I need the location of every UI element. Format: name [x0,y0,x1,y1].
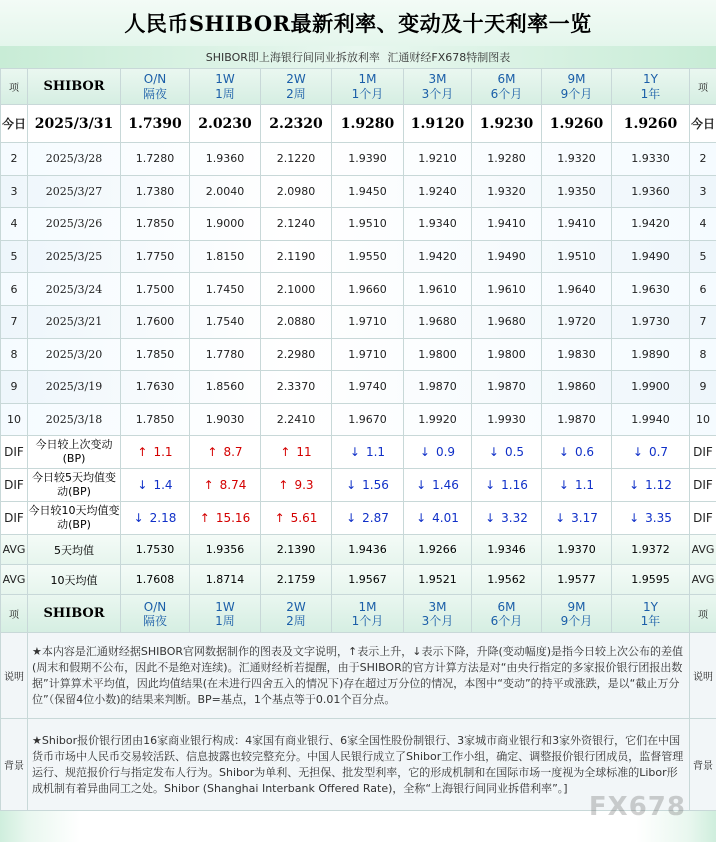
rate-cell: 2.0980 [261,175,332,208]
avg-cell: 1.9370 [542,535,612,565]
avg-cell: 1.7608 [121,565,190,595]
change-value: 3.32 [501,511,528,526]
change-value: 9.3 [294,478,314,493]
row-side-label: 10 [690,403,716,436]
rate-cell: 1.9680 [404,305,472,338]
history-row [1,143,716,176]
history-date: 2025/3/28 [28,143,121,176]
change-value: 5.61 [290,511,318,526]
change-cell [121,502,190,535]
change-value: 1.16 [501,478,528,493]
row-side-label: 10 [1,403,28,436]
column-code: 1Y [643,72,658,86]
row-side-label: DIF [1,469,28,502]
avg-label: 5天均值 [28,535,121,565]
history-date: 2025/3/20 [28,338,121,371]
row-side-label: 8 [1,338,28,371]
change-value: 2.18 [149,511,177,526]
history-row [1,305,716,338]
change-value: 11 [296,445,312,460]
side-header: 项 [690,69,716,105]
column-header [121,69,190,105]
row-side-label: AVG [690,535,716,565]
rate-cell: 1.7390 [121,105,190,143]
rate-cell: 1.7630 [121,371,190,404]
rate-cell: 1.9280 [332,105,404,143]
rate-cell: 1.9230 [472,105,542,143]
change-cell [542,436,612,469]
rate-cell: 1.9240 [404,175,472,208]
change-cell [472,502,542,535]
rate-cell: 1.9940 [612,403,690,436]
rate-cell: 1.7850 [121,403,190,436]
rate-cell: 1.9730 [612,305,690,338]
change-value: 1.4 [153,478,173,493]
up-arrow-icon: ↑ [274,511,285,526]
down-arrow-icon: ↓ [629,511,640,526]
rate-cell: 1.9610 [472,273,542,306]
change-cell [121,469,190,502]
change-value: 1.12 [645,478,672,493]
rate-cell: 1.9360 [612,175,690,208]
up-arrow-icon: ↑ [207,445,218,460]
rate-cell: 1.9870 [542,403,612,436]
avg-cell: 1.9562 [472,565,542,595]
avg-cell: 1.9372 [612,535,690,565]
history-date: 2025/3/24 [28,273,121,306]
rate-cell: 1.9350 [542,175,612,208]
rate-cell: 1.7540 [190,305,261,338]
change-cell [542,502,612,535]
rate-cell: 1.9640 [542,273,612,306]
avg-cell: 1.9346 [472,535,542,565]
history-date: 2025/3/25 [28,240,121,273]
column-code: 1M [358,72,377,86]
avg-cell: 1.7530 [121,535,190,565]
rate-cell: 1.9670 [332,403,404,436]
note-text: ★本内容是汇通财经据SHIBOR官网数据制作的图表及文字说明，↑表示上升，↓表示下降，升降(变动幅度)是指今日较上次公布的差值(周末和假期不公布，因此不是绝对连续)。汇通财经析若提醒，由于SHIBOR的官方计算方法是对“由央行指定的多家报价银行团报出数据”计算算术平均值，因此均值结果(在未进行四舍五入的情况下)存在超过万分位的情况，本图中“变动”的持平或涨跌，是以“截止万分位”（保留4位小数)的结果来判断。BP=基点，1个基点等于0.01个百分点。 [28,633,690,719]
column-name: 1周 [215,613,235,628]
change-cell [404,436,472,469]
column-code: 2W [286,72,306,86]
label-header: SHIBOR [28,69,121,105]
shibor-table [0,68,716,811]
row-side-label: 3 [690,175,716,208]
dif-label: 今日较5天均值变动(BP) [28,469,121,502]
note-row [1,633,716,719]
row-side-label: AVG [1,565,28,595]
avg-cell: 1.9521 [404,565,472,595]
page-title: 人民币SHIBOR最新利率、变动及十天利率一览 [0,0,716,46]
column-name: 1年 [640,87,661,101]
row-side-label: DIF [690,469,716,502]
header-row [1,69,716,105]
rate-cell: 2.2980 [261,338,332,371]
change-value: 3.17 [571,511,598,526]
down-arrow-icon: ↓ [629,478,640,493]
change-cell [472,436,542,469]
row-side-label: 7 [690,305,716,338]
column-header [612,595,690,633]
column-name: 6个月 [490,613,523,628]
up-arrow-icon: ↑ [137,445,148,460]
rate-cell: 1.9800 [472,338,542,371]
column-name: 2周 [286,613,306,628]
column-header [542,69,612,105]
rate-cell: 1.9830 [542,338,612,371]
row-side-label: 7 [1,305,28,338]
history-row [1,371,716,404]
change-cell [404,502,472,535]
change-cell [261,436,332,469]
change-value: 2.87 [362,511,389,526]
background-text: ★Shibor报价银行团由16家商业银行构成：4家国有商业银行、6家全国性股份制银行、3家城市商业银行和3家外资银行，它们在中国货币市场中人民币交易较活跃、信息披露也较完整充分。中国人民银行成立了Shibor工作小组，确定、调整报价银行团成员，监督管理运行、规范报价行与指定发布人行为。Shibor为单利、无担保、批发型利率，它的形成机制和在国际市场一度视为全球标准的Libor形成机制有着异曲同工之处。Shibor (Shanghai Interbank Offered Rate)，全称“上海银行间同业拆借利率”。] [28,719,690,811]
rate-cell: 1.7380 [121,175,190,208]
row-side-label: 今日 [1,105,28,143]
row-side-label: 8 [690,338,716,371]
column-name: 3个月 [421,613,454,628]
row-side-label: 今日 [690,105,716,143]
rate-cell: 1.9510 [542,240,612,273]
column-header [121,595,190,633]
column-header [332,595,404,633]
rate-cell: 1.9390 [332,143,404,176]
watermark-logo: FX678 [588,792,686,822]
column-code: 3M [428,599,447,614]
change-cell [332,436,404,469]
column-header [261,595,332,633]
history-row [1,208,716,241]
rate-cell: 2.1240 [261,208,332,241]
label-header: SHIBOR [28,595,121,633]
rate-cell: 1.9920 [404,403,472,436]
column-name: 2周 [286,87,306,101]
rate-cell: 1.9610 [404,273,472,306]
column-name: 1周 [215,87,235,101]
rate-cell: 1.9260 [542,105,612,143]
rate-cell: 1.9870 [404,371,472,404]
column-name: 隔夜 [142,87,167,101]
column-name: 1个月 [351,87,384,101]
column-header [612,69,690,105]
change-value: 0.9 [435,445,456,460]
column-name: 6个月 [490,87,523,101]
down-arrow-icon: ↓ [558,478,569,493]
rate-cell: 1.9320 [542,143,612,176]
row-side-label: 4 [690,208,716,241]
rate-cell: 1.9510 [332,208,404,241]
avg-cell: 1.9567 [332,565,404,595]
column-code: 9M [567,72,586,86]
row-side-label: DIF [690,502,716,535]
change-cell [190,502,261,535]
today-row [1,105,716,143]
rate-cell: 1.9710 [332,338,404,371]
history-row [1,338,716,371]
rate-cell: 1.9800 [404,338,472,371]
change-value: 0.6 [574,445,595,460]
column-name: 1个月 [351,613,384,628]
down-arrow-icon: ↓ [558,445,569,460]
rate-cell: 1.9490 [472,240,542,273]
column-code: 2W [286,599,306,614]
rate-cell: 1.9930 [472,403,542,436]
column-header [472,69,542,105]
rate-cell: 1.9720 [542,305,612,338]
rate-cell: 2.3370 [261,371,332,404]
change-cell [332,469,404,502]
row-side-label: 5 [1,240,28,273]
rate-cell: 1.9340 [404,208,472,241]
column-name: 1年 [640,613,661,628]
down-arrow-icon: ↓ [346,478,357,493]
up-arrow-icon: ↑ [203,478,214,493]
rate-cell: 1.9000 [190,208,261,241]
rate-cell: 1.9680 [472,305,542,338]
row-side-label: 3 [1,175,28,208]
down-arrow-icon: ↓ [416,478,427,493]
avg-row [1,535,716,565]
row-side-label: DIF [690,436,716,469]
avg-cell: 1.8714 [190,565,261,595]
change-cell [190,469,261,502]
rate-cell: 1.9710 [332,305,404,338]
row-side-label: 背景 [1,719,28,811]
change-cell [612,436,690,469]
down-arrow-icon: ↓ [349,445,360,460]
rate-cell: 1.8560 [190,371,261,404]
row-side-label: 背景 [690,719,716,811]
change-cell [472,469,542,502]
history-date: 2025/3/26 [28,208,121,241]
column-code: 3M [428,72,447,86]
rate-cell: 2.0880 [261,305,332,338]
down-arrow-icon: ↓ [485,511,496,526]
rate-cell: 1.8150 [190,240,261,273]
column-code: 1Y [643,599,658,614]
avg-row [1,565,716,595]
row-side-label: 5 [690,240,716,273]
rate-cell: 2.1220 [261,143,332,176]
side-header: 项 [1,595,28,633]
column-header [190,69,261,105]
column-header [542,595,612,633]
change-cell [261,469,332,502]
up-arrow-icon: ↑ [199,511,210,526]
down-arrow-icon: ↓ [419,445,430,460]
history-row [1,175,716,208]
column-name: 9个月 [560,87,593,101]
rate-cell: 1.9030 [190,403,261,436]
down-arrow-icon: ↓ [555,511,566,526]
change-cell [261,502,332,535]
side-header: 项 [1,69,28,105]
rate-cell: 2.2410 [261,403,332,436]
rate-cell: 1.7750 [121,240,190,273]
column-name: 隔夜 [142,613,167,628]
rate-cell: 1.9360 [190,143,261,176]
row-side-label: 说明 [1,633,28,719]
change-value: 8.7 [223,445,243,460]
dif-label: 今日较10天均值变动(BP) [28,502,121,535]
column-code: 1W [215,599,235,614]
row-side-label: DIF [1,502,28,535]
rate-cell: 1.9490 [612,240,690,273]
row-side-label: 9 [690,371,716,404]
avg-cell: 2.1390 [261,535,332,565]
avg-label: 10天均值 [28,565,121,595]
rate-cell: 1.9890 [612,338,690,371]
column-code: O/N [143,72,167,86]
rate-cell: 1.7780 [190,338,261,371]
down-arrow-icon: ↓ [133,511,144,526]
avg-cell: 1.9577 [542,565,612,595]
history-date: 2025/3/18 [28,403,121,436]
rate-cell: 1.9900 [612,371,690,404]
dif-row [1,502,716,535]
rate-cell: 1.7600 [121,305,190,338]
rate-cell: 1.9410 [542,208,612,241]
change-value: 1.46 [432,478,459,493]
change-cell [332,502,404,535]
column-header [404,595,472,633]
column-name: 3个月 [421,87,454,101]
row-side-label: 6 [690,273,716,306]
row-side-label: 2 [1,143,28,176]
rate-cell: 1.9260 [612,105,690,143]
history-date: 2025/3/21 [28,305,121,338]
column-code: 1W [215,72,235,86]
rate-cell: 1.7850 [121,208,190,241]
up-arrow-icon: ↑ [278,478,289,493]
rate-cell: 1.9550 [332,240,404,273]
change-cell [542,469,612,502]
rate-cell: 1.9420 [612,208,690,241]
change-value: 1.1 [153,445,173,460]
down-arrow-icon: ↓ [632,445,643,460]
change-cell [190,436,261,469]
column-code: 9M [567,599,586,614]
rate-cell: 1.9660 [332,273,404,306]
column-header [404,69,472,105]
row-side-label: 9 [1,371,28,404]
rate-cell: 1.9630 [612,273,690,306]
change-value: 1.1 [365,445,386,460]
rate-cell: 1.9330 [612,143,690,176]
row-side-label: DIF [1,436,28,469]
rate-cell: 1.9410 [472,208,542,241]
row-side-label: 说明 [690,633,716,719]
row-side-label: AVG [690,565,716,595]
column-code: O/N [143,599,167,614]
side-header: 项 [690,595,716,633]
row-side-label: AVG [1,535,28,565]
change-value: 3.35 [645,511,672,526]
dif-label: 今日较上次变动(BP) [28,436,121,469]
rate-cell: 1.9420 [404,240,472,273]
rate-cell: 1.9120 [404,105,472,143]
footer-header-row [1,595,716,633]
change-cell [121,436,190,469]
change-value: 0.7 [648,445,669,460]
history-date: 2025/3/27 [28,175,121,208]
rate-cell: 2.0230 [190,105,261,143]
dif-row [1,436,716,469]
column-code: 6M [497,72,516,86]
change-cell [404,469,472,502]
rate-cell: 1.7850 [121,338,190,371]
avg-cell: 1.9356 [190,535,261,565]
avg-cell: 1.9436 [332,535,404,565]
rate-cell: 1.9320 [472,175,542,208]
history-date: 2025/3/19 [28,371,121,404]
avg-cell: 1.9595 [612,565,690,595]
column-header [190,595,261,633]
avg-cell: 2.1759 [261,565,332,595]
down-arrow-icon: ↓ [416,511,427,526]
today-date: 2025/3/31 [28,105,121,143]
rate-cell: 1.7280 [121,143,190,176]
rate-cell: 2.0040 [190,175,261,208]
rate-cell: 1.7500 [121,273,190,306]
rate-cell: 1.9740 [332,371,404,404]
rate-cell: 1.9210 [404,143,472,176]
change-value: 4.01 [432,511,459,526]
column-header [472,595,542,633]
rate-cell: 1.9860 [542,371,612,404]
change-cell [612,502,690,535]
rate-cell: 1.9870 [472,371,542,404]
down-arrow-icon: ↓ [488,445,499,460]
change-value: 1.1 [574,478,595,493]
history-row [1,240,716,273]
rate-cell: 1.7450 [190,273,261,306]
dif-row [1,469,716,502]
row-side-label: 2 [690,143,716,176]
history-row [1,403,716,436]
up-arrow-icon: ↑ [280,445,291,460]
column-header [332,69,404,105]
page-subtitle: SHIBOR即上海银行间同业拆放利率 汇通财经FX678特制图表 [0,46,716,68]
change-value: 15.16 [215,511,251,526]
column-code: 6M [497,599,516,614]
down-arrow-icon: ↓ [485,478,496,493]
avg-cell: 1.9266 [404,535,472,565]
row-side-label: 6 [1,273,28,306]
row-side-label: 4 [1,208,28,241]
rate-cell: 1.9450 [332,175,404,208]
rate-cell: 2.2320 [261,105,332,143]
history-row [1,273,716,306]
change-value: 8.74 [219,478,247,493]
rate-cell: 1.9280 [472,143,542,176]
down-arrow-icon: ↓ [137,478,148,493]
column-code: 1M [358,599,377,614]
change-cell [612,469,690,502]
column-header [261,69,332,105]
change-value: 1.56 [362,478,389,493]
rate-cell: 2.1190 [261,240,332,273]
down-arrow-icon: ↓ [346,511,357,526]
column-name: 9个月 [560,613,593,628]
rate-cell: 2.1000 [261,273,332,306]
change-value: 0.5 [504,445,525,460]
